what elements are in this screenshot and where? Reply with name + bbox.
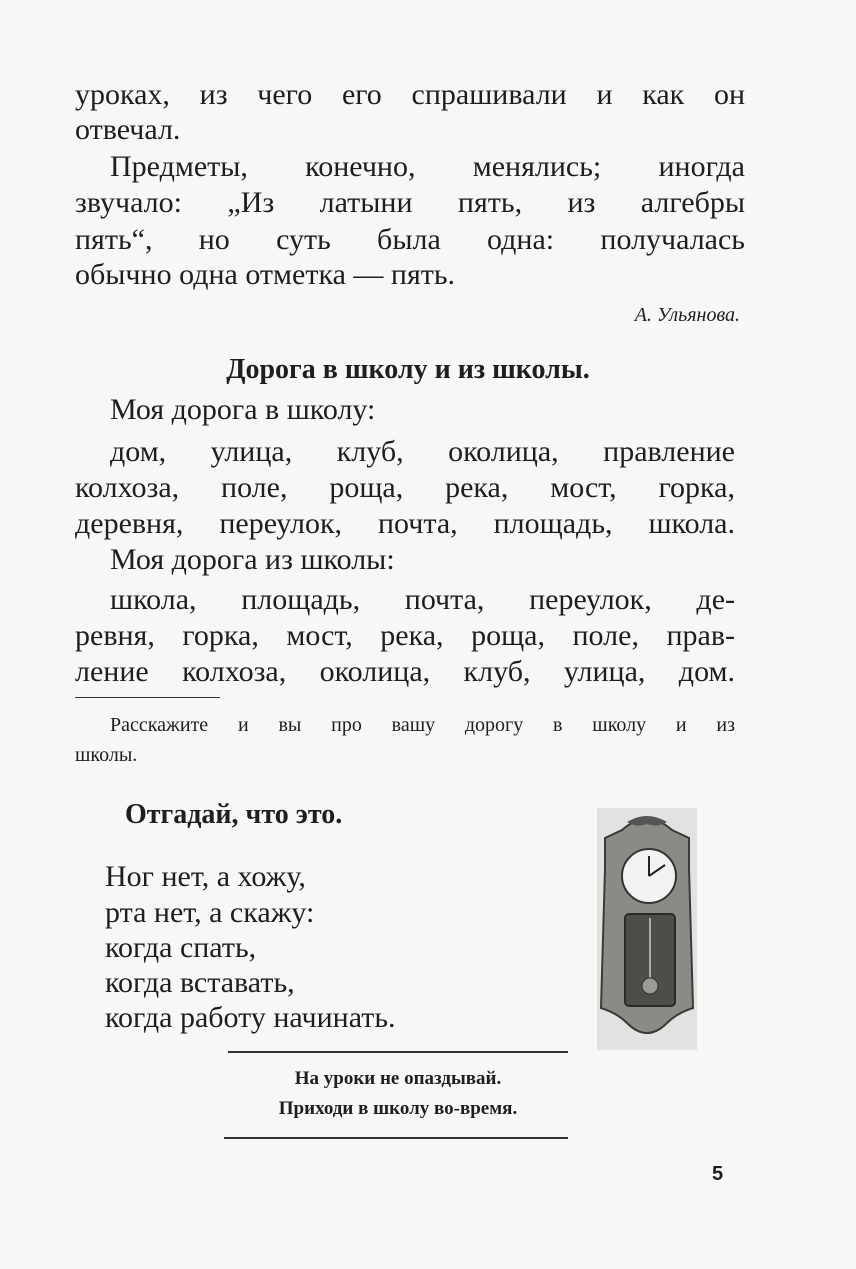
text-line: уроках, из чего его спрашивали и как он (75, 78, 745, 111)
author-attribution: А. Ульянова. (634, 304, 740, 326)
footnote-divider (75, 697, 220, 698)
text-line: звучало: „Из латыни пять, из алгебры (75, 186, 745, 219)
text-line: колхоза, поле, роща, река, мост, горка, (75, 471, 735, 504)
riddle-line: рта нет, а скажу: (105, 896, 315, 929)
text-line: дом, улица, клуб, околица, правление (110, 435, 735, 468)
motto-bottom-rule (224, 1137, 568, 1139)
text-line: Предметы, конечно, менялись; иногда (110, 150, 745, 183)
riddle-line: когда работу начинать. (105, 1001, 396, 1034)
riddle-line: когда вставать, (105, 966, 295, 999)
motto-top-rule (228, 1051, 568, 1053)
text-line: ление колхоза, околица, клуб, улица, дом. (75, 655, 735, 688)
text-line: обычно одна отметка — пять. (75, 258, 456, 291)
motto-line: Приходи в школу во-время. (278, 1098, 518, 1119)
section-heading: Дорога в школу и из школы. (226, 354, 590, 385)
wall-clock-illustration (597, 808, 697, 1050)
text-line: Моя дорога в школу: (110, 393, 376, 426)
text-line: школа, площадь, почта, переулок, де- (110, 583, 735, 616)
motto-line: На уроки не опаздывай. (294, 1068, 502, 1089)
task-line: школы. (75, 744, 138, 766)
text-line: пять“, но суть была одна: получалась (75, 223, 745, 256)
riddle-line: когда спать, (105, 931, 257, 964)
page-number: 5 (712, 1163, 724, 1185)
riddle-line: Ног нет, а хожу, (105, 860, 306, 893)
text-line: отвечал. (75, 113, 181, 146)
section-heading: Отгадай, что это. (125, 799, 343, 830)
text-line: Моя дорога из школы: (110, 543, 395, 576)
clock-icon (597, 808, 697, 1050)
text-line: ревня, горка, мост, река, роща, поле, прав- (75, 619, 735, 652)
text-line: деревня, переулок, почта, площадь, школа. (75, 507, 735, 540)
task-line: Расскажите и вы про вашу дорогу в школу и из (110, 714, 735, 736)
